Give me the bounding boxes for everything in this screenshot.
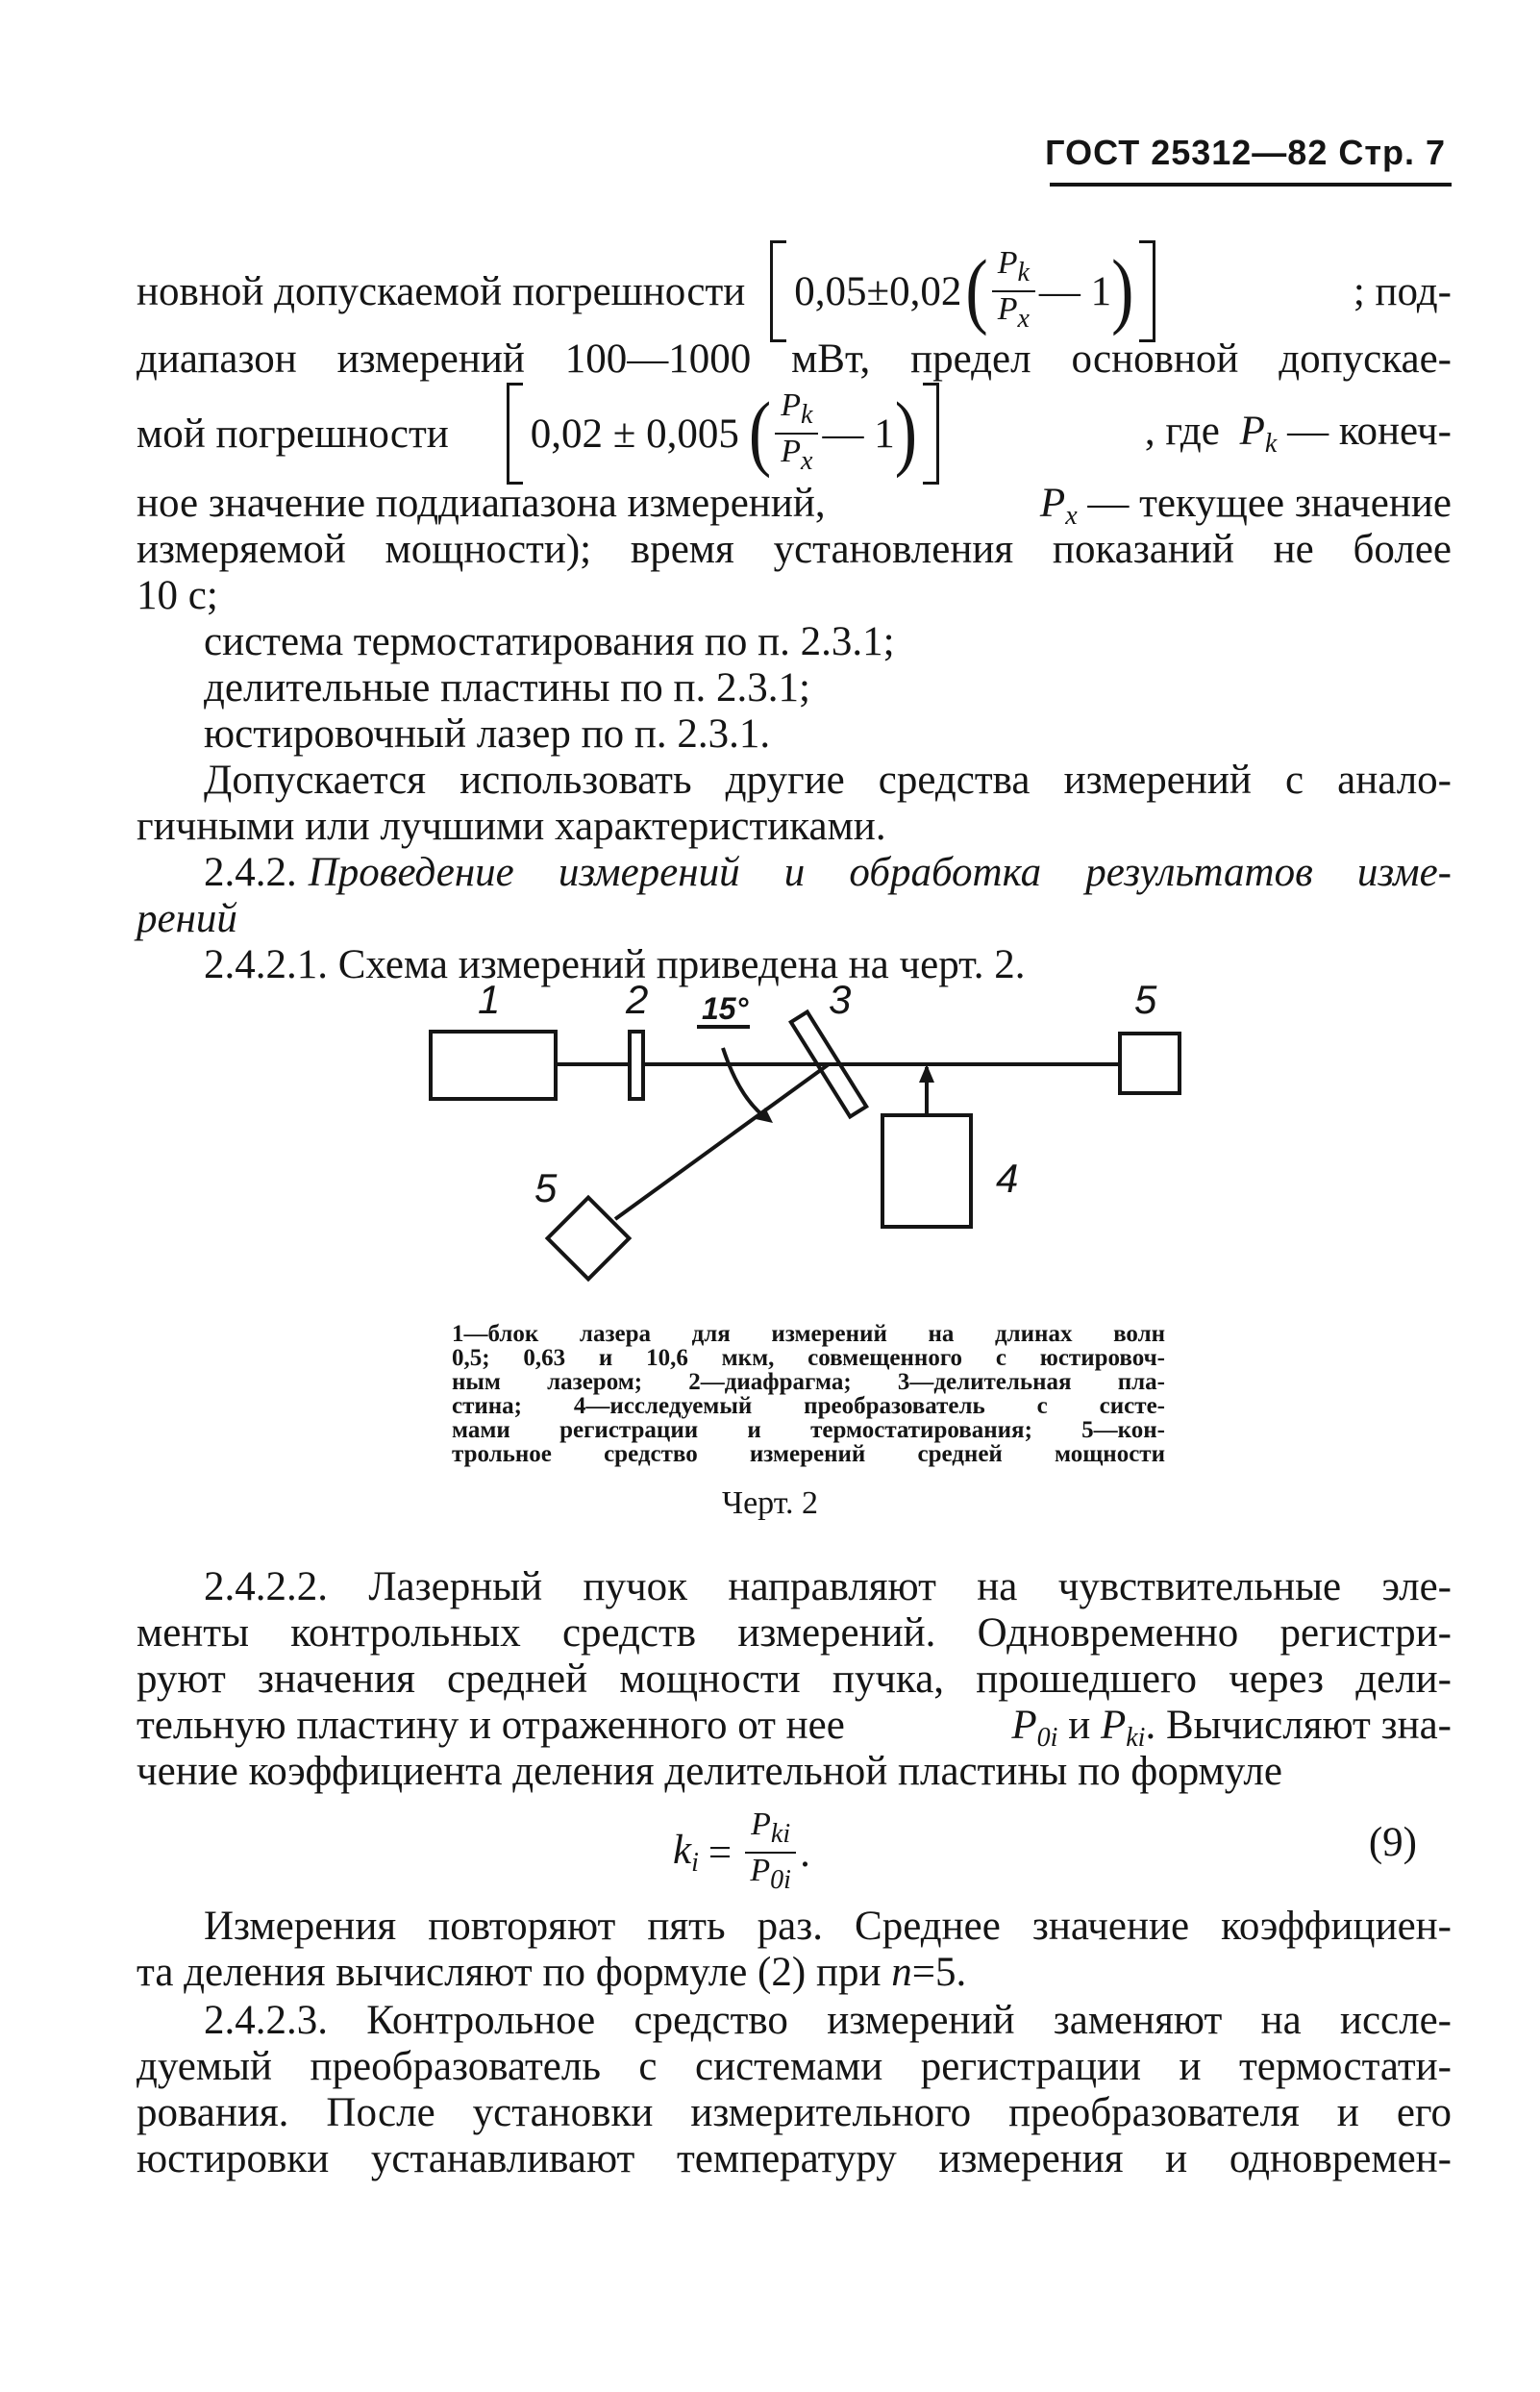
- right-paren: ): [894, 386, 917, 480]
- minus-one: — 1: [1038, 268, 1112, 314]
- line-1-end: ; под-: [1353, 268, 1452, 314]
- figure-title: Черт. 2: [721, 1485, 819, 1521]
- para2-line-3: руют значения средней мощности пучка, прошедшего через дели-: [137, 1657, 1452, 1702]
- left-paren: (: [965, 244, 988, 337]
- formula-9-eq: =: [708, 1830, 733, 1876]
- line-10: Допускается использовать другие средства измерений с анало-: [204, 758, 1452, 803]
- reflected-beam: [615, 1064, 829, 1219]
- para4-line-2: дуемый преобразователь с системами регистрации и термостати-: [137, 2044, 1452, 2089]
- para4-line-4: юстировки устанавливают температуру измерения и одновремен-: [137, 2136, 1452, 2181]
- detector-5-right: [1120, 1034, 1180, 1093]
- line-13: рений: [137, 896, 237, 941]
- caption-line-5: мами регистрации и термостатирования; 5—кон-: [452, 1417, 1165, 1443]
- para2-line-4-end: $P_{0i}$ и $P_{ki}$. Вычисляют зна-: [1011, 1703, 1452, 1753]
- label-5-left: 5: [534, 1165, 558, 1210]
- line-7: система термостатирования по п. 2.3.1;: [204, 619, 895, 664]
- caption-line-6: трольное средство измерений средней мощности: [452, 1441, 1165, 1467]
- fraction-pk-px-2: $\frac{P_k}{P_x}$: [775, 388, 818, 479]
- minus-one: — 1: [822, 411, 895, 457]
- line-8: делительные пластины по п. 2.3.1;: [204, 665, 810, 710]
- formula-9-fraction: $\frac{P_{ki}}{P_{0i}}$: [745, 1807, 796, 1898]
- caption-line-4: стина; 4—исследуемый преобразователь с систе-: [452, 1393, 1165, 1419]
- page-header: ГОСТ 25312—82 Стр. 7: [1045, 133, 1446, 172]
- section-title: Проведение измерений и обработка результатов изме-: [308, 850, 1452, 895]
- para3-line-2: та деления вычисляют по формуле (2) при n=5.: [137, 1950, 967, 1995]
- label-5-right: 5: [1134, 977, 1157, 1022]
- caption-line-1: 1—блок лазера для измерений на длинах волн: [452, 1321, 1165, 1347]
- label-3: 3: [829, 977, 852, 1022]
- para2-line-1: 2.4.2.2. Лазерный пучок направляют на чувствительные эле-: [204, 1564, 1452, 1609]
- line-5: измеряемой мощности); время установления показаний не более: [137, 527, 1452, 572]
- detector-5-left: [548, 1198, 630, 1280]
- formula-2-value: 0,02 ± 0,005: [530, 411, 739, 457]
- para2-line-4-text: тельную пластину и отраженного от нее: [137, 1703, 845, 1748]
- formula-9: [673, 1807, 810, 1898]
- line-1-text: новной допускаемой погрешности: [137, 268, 746, 314]
- line-4-end: $P_x$ — текущее значение: [1039, 481, 1452, 531]
- para2-line-5: чение коэффициента деления делительной пластины по формуле: [137, 1749, 1282, 1794]
- formula-9-dot: .: [800, 1830, 810, 1876]
- angle-arc: [723, 1048, 769, 1120]
- line-6: 10 с;: [137, 573, 218, 618]
- section-number: 2.4.2.: [204, 850, 297, 895]
- line-3-text: мой погрешности: [137, 411, 449, 457]
- formula-9-lhs: $k_i$: [673, 1828, 699, 1878]
- arrow-to-4: [919, 1064, 934, 1083]
- diaphragm: [630, 1032, 643, 1099]
- caption-line-2: 0,5; 0,63 и 10,6 мкм, совмещенного с юстировоч-: [452, 1345, 1165, 1371]
- line-11: гичными или лучшими характеристиками.: [137, 804, 886, 849]
- line-4-text: ное значение поддиапазона измерений,: [137, 481, 826, 526]
- formula-9-number: (9): [1368, 1820, 1417, 1865]
- line-2: диапазон измерений 100—1000 мВт, предел основной допускае-: [137, 336, 1452, 382]
- label-2: 2: [626, 977, 649, 1022]
- fraction-pk-px: $\frac{P_k}{P_x}$: [992, 246, 1035, 336]
- converter-block-4: [882, 1115, 971, 1227]
- right-paren: ): [1111, 244, 1134, 337]
- para3-line-1: Измерения повторяют пять раз. Среднее значение коэффициен-: [204, 1904, 1452, 1949]
- para2-line-2: менты контрольных средств измерений. Одновременно регистри-: [137, 1610, 1452, 1656]
- para4-line-1: 2.4.2.3. Контрольное средство измерений заменяют на иссле-: [204, 1998, 1452, 2043]
- line-9: юстировочный лазер по п. 2.3.1.: [204, 711, 771, 757]
- caption-line-3: ным лазером; 2—диафрагма; 3—делительная пла-: [452, 1369, 1165, 1395]
- para4-line-3: рования. После установки измерительного преобразователя и его: [137, 2090, 1452, 2135]
- label-1: 1: [478, 977, 501, 1022]
- line-3-end: , где $P_k$ — конеч-: [1144, 409, 1452, 459]
- formula-1-value: 0,05±0,02: [794, 268, 962, 314]
- label-15deg: 15°: [702, 991, 749, 1026]
- line-14: 2.4.2.1. Схема измерений приведена на черт. 2.: [204, 942, 1026, 987]
- label-4: 4: [996, 1156, 1019, 1201]
- laser-block: [431, 1032, 556, 1099]
- left-paren: (: [748, 386, 772, 480]
